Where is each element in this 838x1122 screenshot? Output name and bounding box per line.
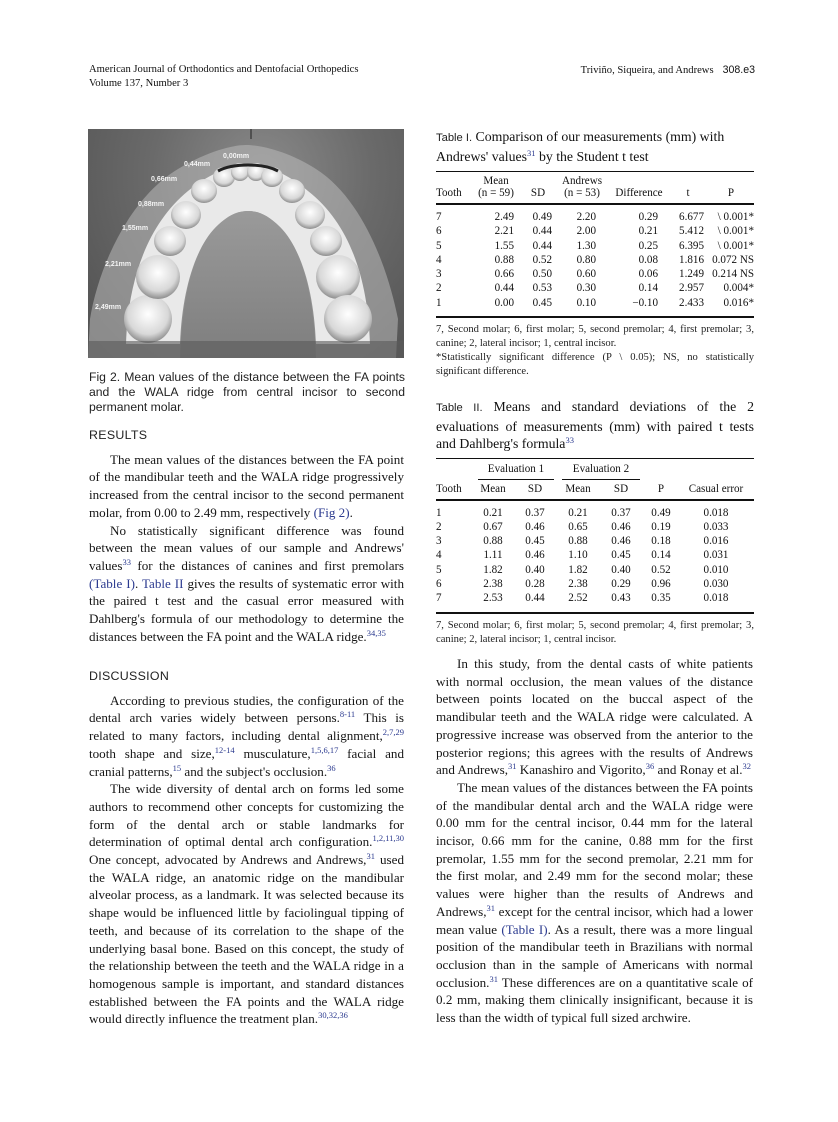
table-1 — [436, 128, 754, 379]
table-rule — [436, 316, 754, 318]
citation[interactable]: 1,2,11,30 — [372, 833, 404, 844]
fig2-link[interactable]: (Fig 2) — [313, 504, 350, 520]
citation[interactable]: 2,7,29 — [382, 727, 404, 738]
col-header-sd: SD — [530, 187, 546, 199]
results-paragraph-1: The mean values of the distances between the FA point of the mandibular teeth and the WALA ridge progressively increased from the central incisor to the second permanent molar, from 0.00 to 2.49 mm, respectively (Fig 2). — [89, 451, 404, 520]
discussion-paragraph-4: The mean values of the distances between the FA points of the mandibular dental arch and the WALA ridge were 0.00 mm for the central incisor, 0.44 mm for the lateral incisor, 0.66 mm for the canine, 0.88 mm for the first premolar, 1.55 mm for the second premolar, 2.21 mm for the first molar, and 2.49 mm for the second molar; these values were higher than the results of Andrews and Andrews,$^{31}$ except for the central incisor, which had a lower mean value (Table I). As a result, there was a more lingual position of the mandibular teeth in Brazilians with normal occlusion than in the sample of Americans with normal occlusion.$^{31}$ These differences are on a quantitative scale of 0.2 mm, making them clinically insignificant, because it is less than the width of typical full sized archwire. — [436, 779, 754, 1026]
col-header-difference: Difference — [615, 187, 663, 199]
page-number: 308.e3 — [722, 64, 755, 76]
col-header-p: P — [727, 187, 735, 199]
table-2-body — [436, 506, 754, 606]
table-rule — [436, 203, 754, 205]
table-row: 3 0.88 0.45 0.88 0.46 0.18 0.016 — [436, 535, 729, 548]
col-header-tooth: Tooth — [436, 187, 462, 199]
table-row: 7 2.49 0.49 2.20 0.29 6.677 \ 0.001* — [436, 211, 754, 223]
table-rule — [436, 171, 754, 172]
table-1-body — [436, 210, 754, 310]
col-header-mean-1: Mean — [480, 482, 506, 495]
label-second-molar: 2,49mm — [95, 304, 122, 311]
label-first-premolar: 0,88mm — [138, 201, 165, 208]
table-row: 2 0.44 0.53 0.30 0.14 2.957 0.004* — [436, 282, 754, 295]
table-row: 7 2.53 0.44 2.52 0.43 0.35 0.018 — [436, 592, 729, 605]
table2-link[interactable]: Table II — [141, 575, 184, 591]
table-row: 5 1.82 0.40 1.82 0.40 0.52 0.010 — [436, 563, 729, 576]
table-row: 1 0.21 0.37 0.21 0.37 0.49 0.018 — [436, 506, 729, 519]
results-heading: RESULTS — [89, 428, 148, 442]
dental-arch-illustration — [88, 129, 404, 358]
table-row: 4 0.88 0.52 0.80 0.08 1.816 0.072 NS — [436, 253, 754, 266]
citation[interactable]: 33 — [565, 435, 574, 445]
citation[interactable]: 31 — [366, 851, 375, 862]
col-header-tooth: Tooth — [436, 482, 462, 495]
citation[interactable]: 34,35 — [366, 627, 386, 638]
table-row: 6 2.38 0.28 2.38 0.29 0.96 0.030 — [436, 577, 729, 590]
citation[interactable]: 31 — [486, 902, 496, 913]
table-2-grid — [436, 463, 754, 499]
table-1-title: Table I. Comparison of our measurements (mm) with Andrews' values$^{31}$ by the Student t test — [436, 129, 725, 164]
table-row: 5 1.55 0.44 1.30 0.25 6.395 \ 0.001* — [436, 239, 754, 252]
figure-dental-arch-photo — [88, 129, 404, 358]
table-2 — [436, 398, 754, 647]
table-row: 1 0.00 0.45 0.10 −0.10 2.433 0.016* — [436, 296, 754, 309]
figure-caption: Fig 2. Mean values of the distance between the FA points and the WALA ridge from central incisor to second permanent molar. — [89, 370, 405, 414]
table-1-grid — [436, 175, 754, 203]
label-central-incisor: 0,00mm — [223, 153, 250, 160]
discussion-section — [89, 668, 404, 1028]
table-2-title: Table II. Means and standard deviations of the 2 evaluations of measurements (mm) with paired t tests and Dahlberg's formula$^{33}$ — [436, 399, 754, 451]
col-header-mean-2: Mean — [565, 482, 591, 495]
citation[interactable]: 8-11 — [339, 709, 356, 720]
discussion-paragraph-2: The wide diversity of dental arch on forms led some authors to recommend other concepts for customizing the form of the dental arch or stable landmarks for determination of optimal dental arch configuration.$^{1,2,11,30}$ One concept, advocated by Andrews and Andrews,$^{31}$ used the WALA ridge, an anatomic ridge on the mandibular alveolar process, as a landmark. It was selected because its shape would be influenced little by faciolingual tipping of teeth, and because of its correlation to the shape of the underlying basal bone. Based on this concept, the study of the relationship between the teeth and the WALA ridge in a homogenous sample is important, and standard distances established between the FA points and the WALA ridge would directly influence the treatment plan.$^{30,32,36}$ — [89, 781, 405, 1027]
citation[interactable]: 32 — [742, 761, 752, 772]
table-row: 6 2.21 0.44 2.00 0.21 5.412 \ 0.001* — [436, 225, 754, 238]
article-authors: Triviño, Siqueira, and Andrews — [580, 65, 714, 76]
col-header-p: P — [657, 482, 665, 495]
table-1-footnote-teeth: 7, Second molar; 6, first molar; 5, second premolar; 4, first premolar; 3, canine; 2, lateral incisor; 1, central incisor. — [436, 324, 754, 350]
citation[interactable]: 31 — [489, 973, 498, 984]
table-rule — [436, 499, 754, 501]
running-header-left — [89, 63, 419, 91]
col-header-andrews-n: (n = 53) — [564, 187, 600, 199]
col-group-evaluation-1: Evaluation 1 — [474, 463, 558, 483]
label-first-molar: 2,21mm — [105, 261, 132, 268]
col-header-casual-error: Casual error — [688, 482, 744, 495]
results-section — [89, 427, 404, 645]
discussion-heading: DISCUSSION — [89, 669, 170, 683]
label-lateral-incisor: 0,44mm — [184, 161, 211, 168]
table-row: 2 0.67 0.46 0.65 0.46 0.19 0.033 — [436, 520, 729, 533]
table-rule — [436, 612, 754, 614]
journal-volume: Volume 137, Number 3 — [89, 78, 189, 89]
table-rule — [436, 458, 754, 459]
discussion-paragraph-1: According to previous studies, the configuration of the dental arch varies widely between persons.$^{8-11}$ This is related to many factors, including dental alignment,$^{2,7,29}$ tooth shape and size,$^{12-14}$ musculature,$^{1,5,6,17}$ facial and cranial patterns,$^{15}$ and the subject's occlusion.$^{36}$ — [89, 692, 404, 779]
col-header-mean-n: (n = 59) — [478, 187, 514, 199]
table-row: 3 0.66 0.50 0.60 0.06 1.249 0.214 NS — [436, 268, 754, 281]
journal-name: American Journal of Orthodontics and Dentofacial Orthopedics — [89, 64, 359, 75]
running-header-right — [581, 63, 755, 78]
citation[interactable]: 12-14 — [214, 744, 235, 755]
col-header-sd-2: SD — [613, 482, 629, 495]
citation[interactable]: 31 — [527, 147, 536, 158]
results-paragraph-2: No statistically significant difference was found between the mean values of our sample and Andrews' values$^{33}$ for the distances of canines and first premolars (Table I). Table II gives the results of systematic error with the paired t test and the casual error measured with Dahlberg's formula of our methodology to determine the distances between the FA point and the WALA ridge.$^{34,35}$ — [89, 522, 404, 644]
citation[interactable]: 1,5,6,17 — [310, 744, 339, 755]
citation[interactable]: 31 — [508, 761, 517, 772]
col-header-mean: Mean — [483, 175, 509, 187]
col-group-evaluation-2: Evaluation 2 — [558, 463, 644, 483]
table1-link[interactable]: (Table I) — [89, 575, 135, 591]
table1-link[interactable]: (Table I) — [501, 921, 548, 937]
citation[interactable]: 30,32,36 — [318, 1010, 348, 1021]
citation[interactable]: 36 — [645, 761, 655, 772]
citation[interactable]: 15 — [172, 762, 182, 773]
label-canine: 0,66mm — [151, 176, 178, 183]
discussion-paragraph-3: In this study, from the dental casts of white patients with normal occlusion, the mean values of the distance between points located on the buccal aspect of the mandibular teeth and the WALA ridge were calculated. A progressive increase was observed from the anterior to the posterior regions; this agrees with the results of Andrews and Andrews,$^{31}$ Kanashiro and Vigorito,$^{36}$ and Ronay et al.$^{32}$ — [436, 656, 753, 778]
citation[interactable]: 36 — [327, 762, 336, 773]
table-1-footnote-significance: *Statistically significant difference (P \ 0.05); NS, no statistically significant difference. — [436, 352, 754, 378]
table-2-footnote-teeth: 7, Second molar; 6, first molar; 5, second premolar; 4, first premolar; 3, canine; 2, lateral incisor; 1, central incisor. — [436, 619, 754, 645]
discussion-continued — [436, 655, 753, 1027]
col-header-sd-1: SD — [527, 482, 543, 495]
label-second-premolar: 1,55mm — [122, 225, 149, 232]
col-header-t: t — [686, 187, 690, 199]
table-row: 4 1.11 0.46 1.10 0.45 0.14 0.031 — [436, 549, 729, 562]
citation[interactable]: 33 — [122, 556, 131, 567]
col-header-andrews: Andrews — [561, 175, 603, 187]
